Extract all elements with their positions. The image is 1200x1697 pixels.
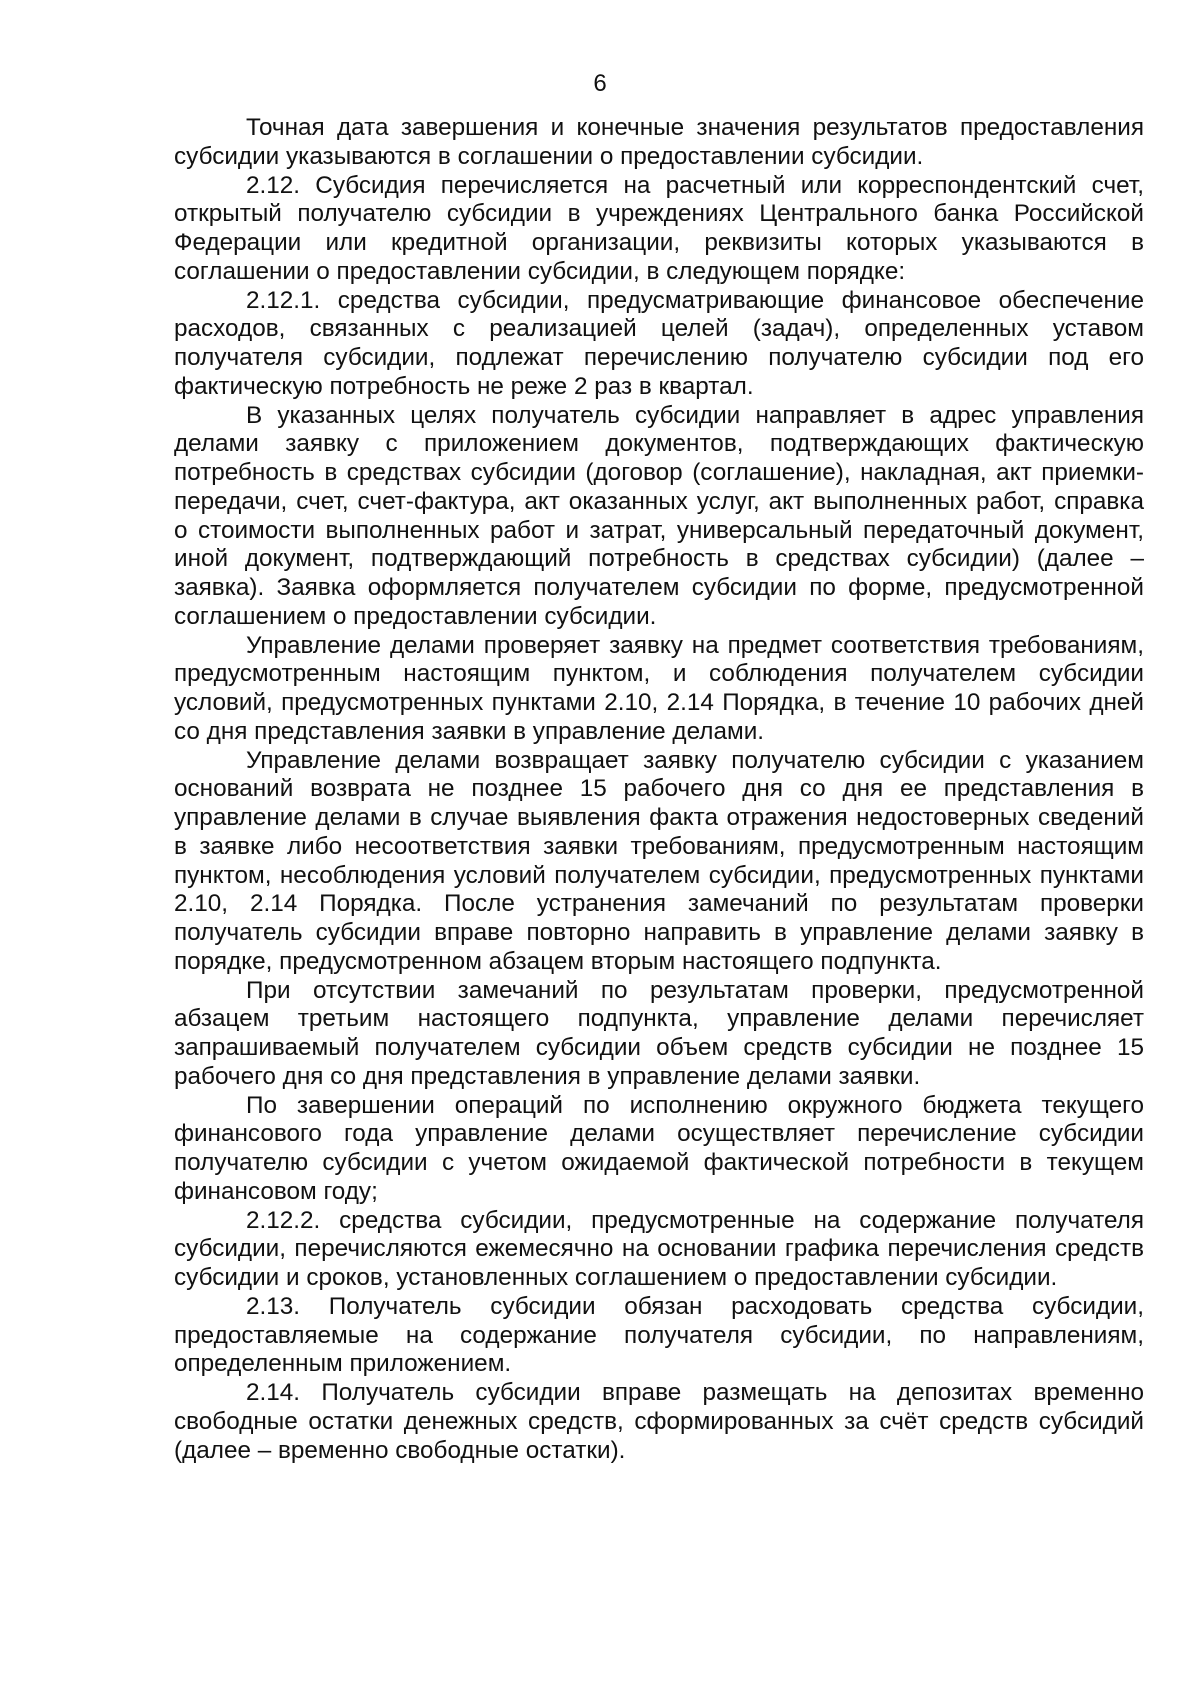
- paragraph: По завершении операций по исполнению окружного бюджета текущего финансового года управление делами осуществляет перечисление субсидии получателю субсидии с учетом ожидаемой фактической потребности в текущем финансовом году;: [174, 1091, 1144, 1205]
- paragraph: 2.14. Получатель субсидии вправе размещать на депозитах временно свободные остатки денежных средств, сформированных за счёт средств субсидий (далее – временно свободные остатки).: [174, 1379, 1144, 1464]
- paragraph: При отсутствии замечаний по результатам проверки, предусмотренной абзацем третьим настоящего подпункта, управление делами перечисляет запрашиваемый получателем субсидии объем средств субсидии не позднее 15 рабочего дня со дня представления в управление делами заявки.: [174, 976, 1144, 1090]
- page-number: 6: [593, 70, 607, 97]
- paragraph: 2.12.1. средства субсидии, предусматривающие финансовое обеспечение расходов, связанных с реализацией целей (задач), определенных уставом получателя субсидии, подлежат перечислению получателю субсидии под его фактическую потребность не реже 2 раз в квартал.: [174, 286, 1144, 400]
- paragraph: В указанных целях получатель субсидии направляет в адрес управления делами заявку с приложением документов, подтверждающих фактическую потребность в средствах субсидии (договор (соглашение), накладная, акт приемки-передачи, счет, счет-фактура, акт оказанных услуг, акт выполненных работ, справка о стоимости выполненных работ и затрат, универсальный передаточный документ, иной документ, подтверждающий потребность в средствах субсидии) (далее – заявка). Заявка оформляется получателем субсидии по форме, предусмотренной соглашением о предоставлении субсидии.: [174, 401, 1144, 630]
- paragraph: 2.13. Получатель субсидии обязан расходовать средства субсидии, предоставляемые на содержание получателя субсидии, по направлениям, определенным приложением.: [174, 1292, 1144, 1378]
- paragraph: Точная дата завершения и конечные значения результатов предоставления субсидии указываются в соглашении о предоставлении субсидии.: [174, 114, 1144, 170]
- paragraph: Управление делами возвращает заявку получателю субсидии с указанием оснований возврата не позднее 15 рабочего дня со дня ее представления в управление делами в случае выявления факта отражения недостоверных сведений в заявке либо несоответствия заявки требованиям, предусмотренным настоящим пунктом, несоблюдения условий получателем субсидии, предусмотренных пунктами 2.10, 2.14 Порядка. После устранения замечаний по результатам проверки получатель субсидии вправе повторно направить в управление делами заявку в порядке, предусмотренном абзацем вторым настоящего подпункта.: [174, 746, 1144, 975]
- paragraph: Управление делами проверяет заявку на предмет соответствия требованиям, предусмотренным настоящим пунктом, и соблюдения получателем субсидии условий, предусмотренных пунктами 2.10, 2.14 Порядка, в течение 10 рабочих дней со дня представления заявки в управление делами.: [174, 631, 1144, 745]
- paragraph: 2.12. Субсидия перечисляется на расчетный или корреспондентский счет, открытый получателю субсидии в учреждениях Центрального банка Российской Федерации или кредитной организации, реквизиты которых указываются в соглашении о предоставлении субсидии, в следующем порядке:: [174, 171, 1144, 285]
- paragraph: 2.12.2. средства субсидии, предусмотренные на содержание получателя субсидии, перечисляются ежемесячно на основании графика перечисления средств субсидии и сроков, установленных соглашением о предоставлении субсидии.: [174, 1206, 1144, 1291]
- document-body: [174, 114, 1144, 1465]
